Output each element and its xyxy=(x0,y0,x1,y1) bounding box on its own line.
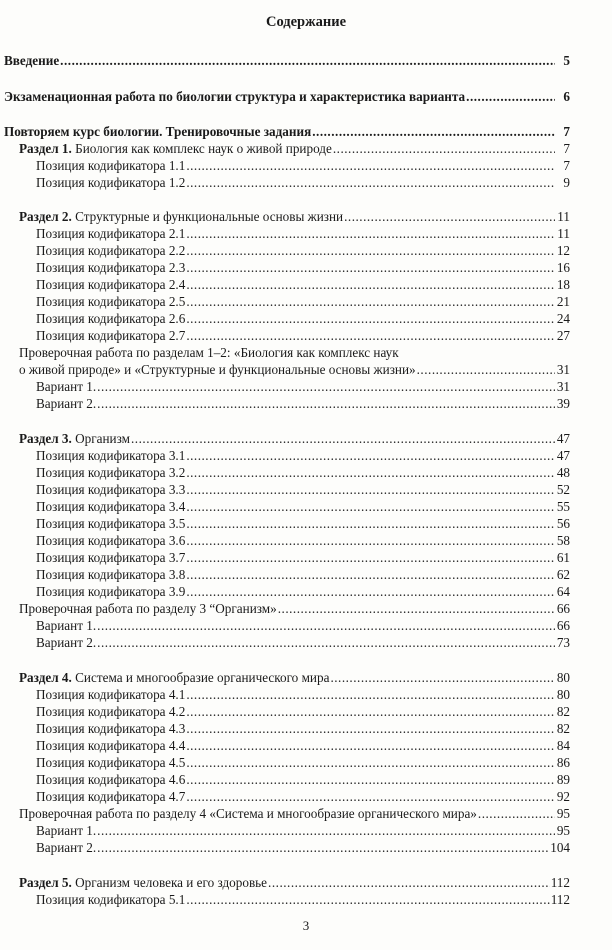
toc-entry-page: 6 xyxy=(563,89,570,104)
toc-entry-page: 7 xyxy=(563,141,570,156)
toc-subentry[interactable] xyxy=(36,720,570,737)
toc-entry-page: 80 xyxy=(556,670,570,685)
dot-leader xyxy=(97,822,555,839)
toc-test-section-3[interactable] xyxy=(19,600,570,617)
dot-leader xyxy=(466,88,555,105)
toc-entry-page: 73 xyxy=(556,635,570,650)
dot-leader xyxy=(186,293,555,310)
toc-entry-page: 66 xyxy=(556,618,570,633)
dot-leader xyxy=(186,788,555,805)
toc-entry-label xyxy=(19,874,267,891)
toc-entry-page: 92 xyxy=(556,789,570,804)
toc-variant[interactable] xyxy=(36,378,570,395)
toc-entry-label: Вариант 1. xyxy=(36,379,97,394)
toc-subentry[interactable] xyxy=(36,583,570,600)
toc-entry-label: Позиция кодификатора 2.5 xyxy=(36,294,186,309)
dot-leader xyxy=(186,703,555,720)
dot-leader xyxy=(186,174,555,191)
dot-leader xyxy=(312,123,555,140)
toc-entry-training-tasks[interactable] xyxy=(4,123,570,140)
toc-entry-page: 21 xyxy=(556,294,570,309)
toc-entry-label: Вариант 2. xyxy=(36,635,97,650)
dot-leader xyxy=(60,52,555,69)
toc-entry-label: Вариант 1. xyxy=(36,618,97,633)
toc-entry-page: 58 xyxy=(556,533,570,548)
toc-subentry[interactable] xyxy=(36,276,570,293)
toc-entry-label xyxy=(19,208,343,225)
dot-leader xyxy=(186,566,555,583)
toc-entry-exam-structure[interactable] xyxy=(4,88,570,105)
toc-entry-page: 86 xyxy=(556,755,570,770)
toc-subentry[interactable] xyxy=(36,737,570,754)
toc-entry-label: Позиция кодификатора 4.5 xyxy=(36,755,186,770)
section-title: Структурные и функциональные основы жизни xyxy=(71,209,344,224)
toc-entry-label: Позиция кодификатора 2.4 xyxy=(36,277,186,292)
toc-entry-page: 16 xyxy=(556,260,570,275)
toc-subentry[interactable] xyxy=(36,327,570,344)
toc-section-4[interactable] xyxy=(19,669,570,686)
dot-leader xyxy=(186,532,555,549)
toc-subentry[interactable] xyxy=(36,293,570,310)
toc-entry-page: 66 xyxy=(556,601,570,616)
toc-entry-page: 9 xyxy=(563,175,570,190)
toc-subentry[interactable] xyxy=(36,310,570,327)
toc-entry-label: Позиция кодификатора 4.6 xyxy=(36,772,186,787)
section-prefix: Раздел 2. xyxy=(19,209,72,224)
dot-leader xyxy=(186,891,549,908)
toc-entry-label: Позиция кодификатора 4.2 xyxy=(36,704,186,719)
toc-entry-page: 7 xyxy=(563,158,570,173)
dot-leader xyxy=(186,276,555,293)
toc-entry-label: Позиция кодификатора 4.3 xyxy=(36,721,186,736)
toc-entry-label: о живой природе» и «Структурные и функциональные основы жизни» xyxy=(19,362,416,377)
toc-subentry[interactable] xyxy=(36,532,570,549)
section-prefix: Раздел 3. xyxy=(19,431,72,446)
dot-leader xyxy=(186,225,555,242)
dot-leader xyxy=(268,874,550,891)
toc-entry-page: 84 xyxy=(556,738,570,753)
dot-leader xyxy=(186,327,555,344)
toc-entry-page: 47 xyxy=(556,431,570,446)
toc-entry-page: 56 xyxy=(556,516,570,531)
toc-entry-page: 12 xyxy=(556,243,570,258)
toc-subentry[interactable] xyxy=(36,174,570,191)
toc-entry-label: Позиция кодификатора 2.3 xyxy=(36,260,186,275)
toc-entry-label: Экзаменационная работа по биологии структура и характеристика варианта xyxy=(4,89,466,104)
toc-entry-page: 24 xyxy=(556,311,570,326)
dot-leader xyxy=(186,771,555,788)
toc-entry-page: 112 xyxy=(550,875,570,890)
toc-entry-page: 82 xyxy=(556,721,570,736)
toc-entry-label: Позиция кодификатора 2.2 xyxy=(36,243,186,258)
toc-entry-page: 82 xyxy=(556,704,570,719)
toc-entry-label: Позиция кодификатора 3.2 xyxy=(36,465,186,480)
toc-entry-label: Введение xyxy=(4,53,60,68)
toc-entry-label: Позиция кодификатора 3.7 xyxy=(36,550,186,565)
toc-entry-label: Позиция кодификатора 3.1 xyxy=(36,448,186,463)
toc-subentry[interactable] xyxy=(36,788,570,805)
toc-variant[interactable] xyxy=(36,822,570,839)
toc-variant[interactable] xyxy=(36,617,570,634)
toc-entry-label: Позиция кодификатора 2.6 xyxy=(36,311,186,326)
toc-entry-page: 52 xyxy=(556,482,570,497)
toc-variant[interactable] xyxy=(36,395,570,412)
dot-leader xyxy=(186,737,555,754)
toc-entry-page: 47 xyxy=(556,448,570,463)
dot-leader xyxy=(344,208,555,225)
toc-subentry[interactable] xyxy=(36,754,570,771)
toc-entry-page: 64 xyxy=(556,584,570,599)
toc-entry-label: Позиция кодификатора 1.1 xyxy=(36,158,186,173)
toc-entry-label: Позиция кодификатора 3.6 xyxy=(36,533,186,548)
toc-test-sections-1-2[interactable] xyxy=(19,361,570,378)
dot-leader xyxy=(186,464,555,481)
page-title: Содержание xyxy=(265,14,347,30)
toc-subentry[interactable] xyxy=(36,515,570,532)
toc-entry-page: 95 xyxy=(556,806,570,821)
toc-entry-page: 80 xyxy=(556,687,570,702)
toc-entry-label: Позиция кодификатора 3.4 xyxy=(36,499,186,514)
dot-leader xyxy=(478,805,555,822)
toc-entry-page: 31 xyxy=(556,362,570,377)
toc-subentry[interactable] xyxy=(36,498,570,515)
page-number: 3 xyxy=(302,918,310,933)
toc-entry-label: Вариант 2. xyxy=(36,840,97,855)
dot-leader xyxy=(186,242,555,259)
section-title: Биология как комплекс наук о живой природе xyxy=(71,141,332,156)
toc-entry-label: Позиция кодификатора 4.7 xyxy=(36,789,186,804)
dot-leader xyxy=(186,310,555,327)
dot-leader xyxy=(186,498,555,515)
dot-leader xyxy=(97,378,555,395)
section-prefix: Раздел 1. xyxy=(19,141,72,156)
dot-leader xyxy=(186,447,555,464)
toc-subentry[interactable] xyxy=(36,891,570,908)
toc-entry-label xyxy=(19,140,332,157)
toc-entry-label: Позиция кодификатора 3.8 xyxy=(36,567,186,582)
dot-leader xyxy=(186,157,555,174)
dot-leader xyxy=(97,617,555,634)
section-prefix: Раздел 5. xyxy=(19,875,72,890)
section-prefix: Раздел 4. xyxy=(19,670,72,685)
dot-leader xyxy=(186,686,555,703)
toc-section-5[interactable] xyxy=(19,874,570,891)
toc-subentry[interactable] xyxy=(36,464,570,481)
dot-leader xyxy=(278,600,555,617)
toc-test-title-line1: Проверочная работа по разделам 1–2: «Биология как комплекс наук xyxy=(19,345,399,360)
toc-entry-page: 62 xyxy=(556,567,570,582)
toc-variant[interactable] xyxy=(36,839,570,856)
section-title: Организм xyxy=(71,431,130,446)
toc-entry-page: 27 xyxy=(556,328,570,343)
toc-subentry[interactable] xyxy=(36,566,570,583)
toc-subentry[interactable] xyxy=(36,242,570,259)
section-title: Организм человека и его здоровье xyxy=(71,875,268,890)
toc-subentry[interactable] xyxy=(36,771,570,788)
dot-leader xyxy=(333,140,555,157)
toc-subentry[interactable] xyxy=(36,225,570,242)
toc-entry-page: 112 xyxy=(550,892,570,907)
toc-entry-label: Позиция кодификатора 5.1 xyxy=(36,892,186,907)
dot-leader xyxy=(186,515,555,532)
toc-entry-page: 89 xyxy=(556,772,570,787)
toc-section-3[interactable] xyxy=(19,430,570,447)
toc-entry-page: 61 xyxy=(556,550,570,565)
dot-leader xyxy=(417,361,555,378)
dot-leader xyxy=(131,430,555,447)
toc-subentry[interactable] xyxy=(36,686,570,703)
toc-subentry[interactable] xyxy=(36,549,570,566)
toc-subentry[interactable] xyxy=(36,703,570,720)
dot-leader xyxy=(186,549,555,566)
toc-entry-label: Вариант 1. xyxy=(36,823,97,838)
dot-leader xyxy=(97,839,549,856)
toc-entry-page: 5 xyxy=(563,53,570,68)
toc-entry-label: Проверочная работа по разделу 4 «Система и многообразие органического мира» xyxy=(19,806,477,821)
toc-section-2[interactable] xyxy=(19,208,570,225)
toc-subentry[interactable] xyxy=(36,447,570,464)
toc-entry-label xyxy=(19,669,329,686)
toc-entry-label: Повторяем курс биологии. Тренировочные задания xyxy=(4,124,312,139)
toc-entry-label xyxy=(19,430,130,447)
dot-leader xyxy=(97,395,555,412)
toc-entry-introduction[interactable] xyxy=(4,52,570,69)
dot-leader xyxy=(186,720,555,737)
toc-entry-page: 55 xyxy=(556,499,570,514)
toc-test-section-4[interactable] xyxy=(19,805,570,822)
toc-subentry[interactable] xyxy=(36,157,570,174)
toc-entry-page: 95 xyxy=(556,823,570,838)
toc-entry-label: Позиция кодификатора 1.2 xyxy=(36,175,186,190)
dot-leader xyxy=(330,669,555,686)
dot-leader xyxy=(186,583,555,600)
toc-entry-page: 104 xyxy=(550,840,570,855)
toc-entry-page: 7 xyxy=(563,124,570,139)
toc-entry-label: Позиция кодификатора 3.5 xyxy=(36,516,186,531)
toc-entry-page: 31 xyxy=(556,379,570,394)
toc-entry-label: Вариант 2. xyxy=(36,396,97,411)
section-title: Система и многообразие органического мира xyxy=(71,670,330,685)
toc-entry-label: Позиция кодификатора 2.1 xyxy=(36,226,186,241)
toc-entry-label: Позиция кодификатора 3.9 xyxy=(36,584,186,599)
toc-entry-label: Проверочная работа по разделу 3 “Организм» xyxy=(19,601,277,616)
toc-variant[interactable] xyxy=(36,634,570,651)
toc-entry-page: 39 xyxy=(556,396,570,411)
toc-entry-label: Позиция кодификатора 4.1 xyxy=(36,687,186,702)
dot-leader xyxy=(186,754,555,771)
toc-entry-label: Позиция кодификатора 2.7 xyxy=(36,328,186,343)
dot-leader xyxy=(186,259,555,276)
toc-subentry[interactable] xyxy=(36,259,570,276)
toc-entry-label: Позиция кодификатора 4.4 xyxy=(36,738,186,753)
toc-entry-page: 11 xyxy=(557,226,570,241)
toc-entry-page: 18 xyxy=(556,277,570,292)
toc-entry-page: 11 xyxy=(557,209,570,224)
toc-entry-label: Позиция кодификатора 3.3 xyxy=(36,482,186,497)
toc-section-1[interactable] xyxy=(19,140,570,157)
dot-leader xyxy=(186,481,555,498)
dot-leader xyxy=(97,634,555,651)
toc-subentry[interactable] xyxy=(36,481,570,498)
toc-entry-page: 48 xyxy=(556,465,570,480)
